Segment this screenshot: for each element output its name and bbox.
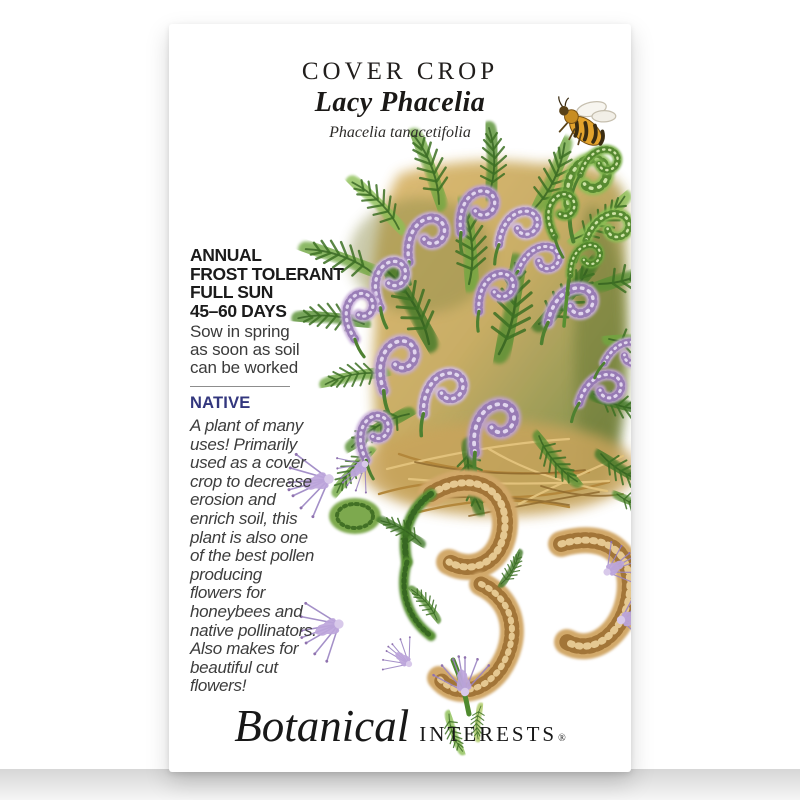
description-line: A plant of many bbox=[190, 416, 303, 435]
description-line: enrich soil, this bbox=[190, 508, 298, 528]
description-line: honeybees and bbox=[190, 601, 303, 621]
description-line: used as a cover bbox=[190, 453, 306, 473]
attribute-full-sun: FULL SUN bbox=[190, 282, 274, 302]
variety-name: Lacy Phacelia bbox=[314, 87, 486, 118]
brand-logo bbox=[169, 700, 631, 752]
sowing-line: Sow in spring bbox=[190, 322, 290, 341]
botanical-name: Phacelia tanacetifolia bbox=[329, 124, 471, 141]
description-line: flowers for bbox=[190, 583, 266, 603]
seed-packet bbox=[169, 24, 631, 772]
sowing-line: can be worked bbox=[190, 358, 298, 377]
packet-header bbox=[169, 58, 631, 142]
attribute-annual: ANNUAL bbox=[190, 245, 262, 265]
description-line: plant is also one bbox=[190, 527, 308, 547]
divider bbox=[190, 386, 290, 387]
category-title: COVER CROP bbox=[301, 58, 499, 85]
description-line: beautiful cut bbox=[190, 657, 278, 677]
info-sidebar bbox=[190, 246, 368, 696]
sowing-note bbox=[190, 323, 368, 377]
description-line: crop to decrease bbox=[190, 471, 312, 491]
description-line: native pollinators. bbox=[190, 620, 317, 640]
registered-trademark-symbol: ® bbox=[558, 733, 566, 744]
brand-name-script: Botanical bbox=[234, 701, 410, 751]
description-line: producing bbox=[190, 564, 262, 584]
description-line: uses! Primarily bbox=[190, 434, 297, 454]
photo-floor-shadow bbox=[0, 769, 800, 800]
native-label: NATIVE bbox=[190, 394, 251, 412]
attribute-frost-tolerant: FROST TOLERANT bbox=[190, 263, 344, 284]
description-line: erosion and bbox=[190, 490, 276, 510]
plant-description bbox=[190, 417, 368, 696]
attribute-days: 45–60 DAYS bbox=[190, 300, 287, 321]
description-line: Also makes for bbox=[190, 639, 299, 659]
sowing-line: as soon as soil bbox=[190, 340, 300, 359]
description-line: flowers! bbox=[190, 676, 247, 696]
description-line: of the best pollen bbox=[190, 546, 315, 566]
brand-name-caps: INTERESTS bbox=[419, 722, 558, 746]
